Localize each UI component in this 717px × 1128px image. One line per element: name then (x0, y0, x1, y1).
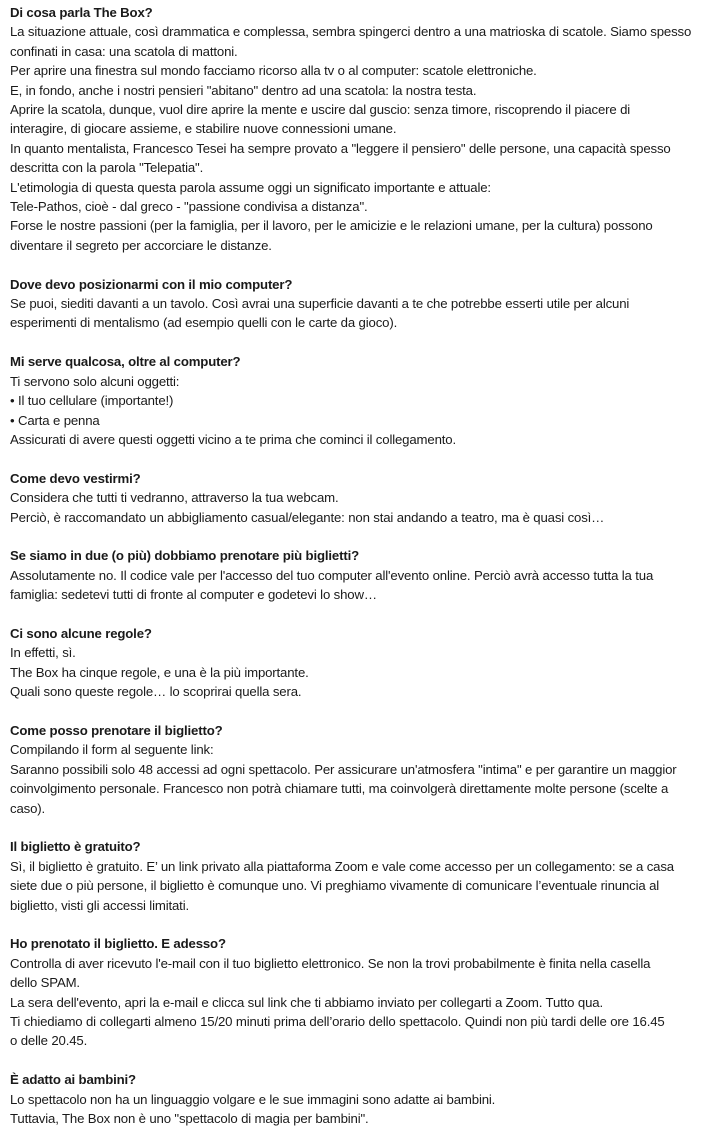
faq-answer-line: coinvolgimento personale. Francesco non potrà chiamare tutti, ma coinvolgerà direttamente molte persone (scelte a (10, 781, 669, 797)
faq-answer-line: Ti servono solo alcuni oggetti: (10, 373, 180, 389)
faq-answer-line: Tuttavia, The Box non è uno "spettacolo di magia per bambini". (10, 1111, 369, 1127)
faq-answer-line: esperimenti di mentalismo (ad esempio quelli con le carte da gioco). (10, 315, 398, 331)
faq-section-requirements (10, 352, 717, 449)
faq-answer-line: Sì, il biglietto è gratuito. E’ un link privato alla piattaforma Zoom e vale come accesso per un collegamento: se a casa (10, 858, 674, 874)
faq-answer-line: Perciò, è raccomandato un abbigliamento casual/elegante: non stai andando a teatro, ma è quasi così… (10, 509, 605, 525)
faq-answer-line: The Box ha cinque regole, e una è la più importante. (10, 664, 309, 680)
faq-answer-line: diventare il segreto per accorciare le distanze. (10, 237, 272, 253)
faq-section-about (10, 3, 717, 255)
faq-bullet-item: • Il tuo cellulare (importante!) (10, 393, 174, 409)
faq-answer-line: E, in fondo, anche i nostri pensieri "abitano" dentro ad una scatola: la nostra testa. (10, 82, 477, 98)
faq-answer-line: descritta con la parola "Telepatia". (10, 160, 204, 176)
faq-bullet-item: • Carta e penna (10, 412, 100, 428)
faq-answer-line: interagire, di giocare assieme, e stabilire nuove connessioni umane. (10, 121, 397, 137)
faq-section-dress (10, 469, 717, 527)
faq-section-tickets-count (10, 546, 717, 604)
faq-answer-line: Assicurati di avere questi oggetti vicino a te prima che cominci il collegamento. (10, 431, 456, 447)
faq-answer-line: Se puoi, siediti davanti a un tavolo. Così avrai una superficie davanti a te che potrebbe esserti utile per alcuni (10, 296, 630, 312)
faq-section-booking (10, 721, 717, 818)
faq-answer-line: La sera dell'evento, apri la e-mail e clicca sul link che ti abbiamo inviato per collegarti a Zoom. Tutto qua. (10, 994, 603, 1010)
faq-answer-line: Tele-Pathos, cioè - dal greco - "passione condivisa a distanza". (10, 199, 368, 215)
faq-answer-line: Forse le nostre passioni (per la famiglia, per il lavoro, per le amicizie e le relazioni umane, per la cultura) possono (10, 218, 653, 234)
faq-question: Come posso prenotare il biglietto? (10, 722, 223, 738)
faq-question: Mi serve qualcosa, oltre al computer? (10, 354, 241, 370)
faq-answer-line: Assolutamente no. Il codice vale per l'accesso del tuo computer all'evento online. Perciò avrà accesso tutta la tua (10, 567, 654, 583)
faq-answer-line: Considera che tutti ti vedranno, attraverso la tua webcam. (10, 490, 339, 506)
faq-answer-line: Ti chiediamo di collegarti almeno 15/20 minuti prima dell’orario dello spettacolo. Quindi non più tardi delle ore 16.45 (10, 1014, 665, 1029)
faq-answer-line: In quanto mentalista, Francesco Tesei ha sempre provato a "leggere il pensiero" delle persone, una capacità spesso (10, 140, 671, 156)
faq-answer-line: Lo spettacolo non ha un linguaggio volgare e le sue immagini sono adatte ai bambini. (10, 1091, 496, 1107)
faq-answer-line: Quali sono queste regole… lo scoprirai quella sera. (10, 684, 302, 700)
faq-answer-line: confinati in casa: una scatola di mattoni. (10, 43, 238, 59)
faq-question: Ci sono alcune regole? (10, 625, 152, 641)
faq-answer-line: L'etimologia di questa questa parola assume oggi un significato importante e attuale: (10, 179, 491, 195)
faq-section-after-booking (10, 934, 717, 1050)
faq-answer-line: Per aprire una finestra sul mondo facciamo ricorso alla tv o al computer: scatole elettroniche. (10, 63, 537, 79)
faq-answer-line: dello SPAM. (10, 975, 80, 991)
faq-question: Di cosa parla The Box? (10, 5, 153, 20)
faq-question: Se siamo in due (o più) dobbiamo prenotare più biglietti? (10, 548, 359, 564)
faq-answer-line: La situazione attuale, così drammatica e complessa, sembra spingerci dentro a una matrioska di scatole. Siamo spesso (10, 24, 692, 40)
faq-question: Come devo vestirmi? (10, 470, 141, 486)
faq-section-rules (10, 624, 717, 702)
faq-question: Il biglietto è gratuito? (10, 839, 141, 855)
faq-answer-line: famiglia: sedetevi tutti di fronte al computer e godetevi lo show… (10, 587, 377, 603)
faq-answer-line: Aprire la scatola, dunque, vuol dire aprire la mente e uscire dal guscio: senza timore, riscoprendo il piacere di (10, 102, 631, 118)
faq-question: Dove devo posizionarmi con il mio computer? (10, 276, 293, 292)
faq-section-children (10, 1070, 717, 1128)
faq-answer-line: In effetti, sì. (10, 645, 76, 661)
faq-answer-line: Controlla di aver ricevuto l'e-mail con il tuo biglietto elettronico. Se non la trovi probabilmente è finita nella casella (10, 955, 651, 971)
faq-answer-line: o delle 20.45. (10, 1033, 88, 1049)
faq-answer-line: caso). (10, 800, 46, 816)
faq-section-free-ticket (10, 837, 717, 915)
faq-section-position (10, 275, 717, 333)
faq-answer-line: Saranno possibili solo 48 accessi ad ogni spettacolo. Per assicurare un'atmosfera "intima" e per garantire un maggior (10, 761, 677, 777)
faq-question: È adatto ai bambini? (10, 1072, 136, 1088)
faq-question: Ho prenotato il biglietto. E adesso? (10, 936, 226, 952)
faq-answer-line: siete due o più persone, il biglietto è comunque uno. Vi preghiamo vivamente di comunicare l’eventuale rinuncia al (10, 878, 660, 894)
faq-answer-line: biglietto, visti gli accessi limitati. (10, 897, 189, 913)
faq-answer-line: Compilando il form al seguente link: (10, 742, 214, 758)
